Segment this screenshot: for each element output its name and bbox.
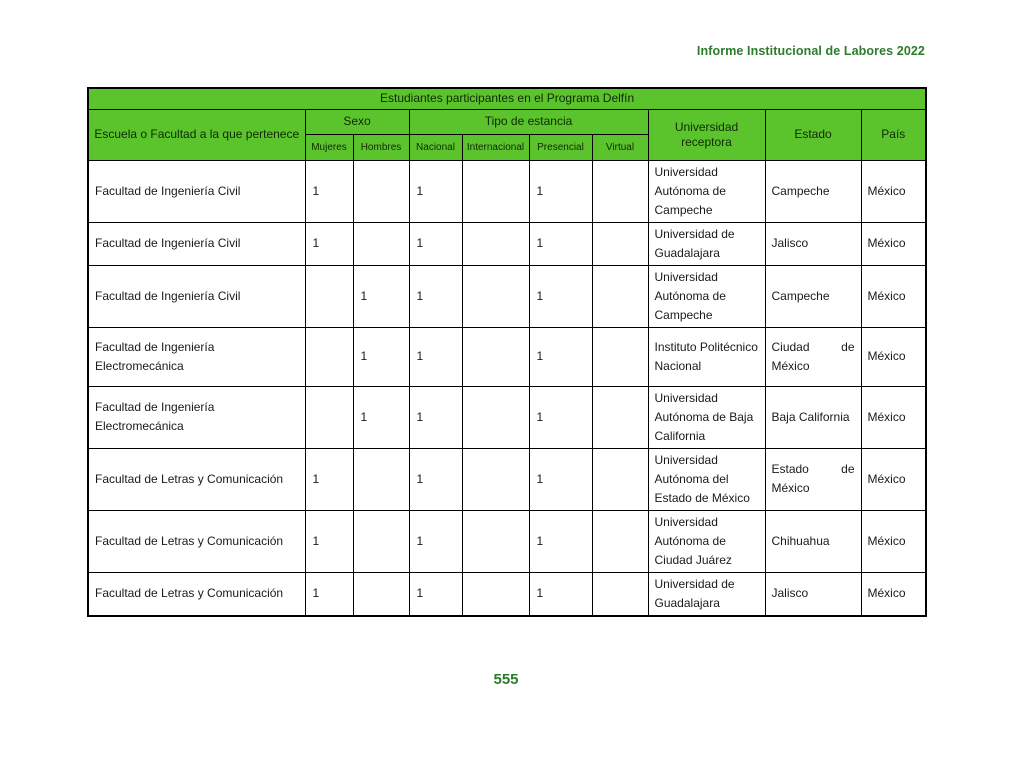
cell-pais: México <box>861 222 926 265</box>
cell-internacional <box>462 222 529 265</box>
cell-presencial: 1 <box>529 327 592 386</box>
cell-hombres <box>353 160 409 222</box>
table-title: Estudiantes participantes en el Programa Delfín <box>88 88 926 109</box>
cell-internacional <box>462 572 529 616</box>
cell-universidad: Universidad Autónoma de Campeche <box>648 160 765 222</box>
cell-mujeres: 1 <box>305 222 353 265</box>
cell-pais: México <box>861 572 926 616</box>
col-header-tipo-estancia: Tipo de estancia <box>409 109 648 134</box>
cell-nacional: 1 <box>409 327 462 386</box>
cell-nacional: 1 <box>409 386 462 448</box>
table-row <box>88 386 926 448</box>
cell-universidad: Universidad Autónoma de Campeche <box>648 265 765 327</box>
col-header-mujeres: Mujeres <box>305 134 353 160</box>
cell-universidad: Universidad Autónoma del Estado de México <box>648 448 765 510</box>
table-row <box>88 222 926 265</box>
cell-virtual <box>592 386 648 448</box>
cell-hombres <box>353 222 409 265</box>
document-page <box>0 44 1012 759</box>
cell-hombres <box>353 572 409 616</box>
cell-internacional <box>462 386 529 448</box>
cell-universidad: Universidad de Guadalajara <box>648 222 765 265</box>
col-header-estado: Estado <box>765 109 861 160</box>
cell-estado: Ciudad de México <box>765 327 861 386</box>
cell-estado: Campeche <box>765 160 861 222</box>
cell-mujeres <box>305 327 353 386</box>
cell-universidad: Universidad Autónoma de Baja California <box>648 386 765 448</box>
cell-mujeres: 1 <box>305 160 353 222</box>
table-group-header-row <box>88 109 926 134</box>
cell-nacional: 1 <box>409 448 462 510</box>
cell-pais: México <box>861 160 926 222</box>
table-row <box>88 572 926 616</box>
cell-pais: México <box>861 510 926 572</box>
col-header-escuela: Escuela o Facultad a la que pertenece <box>88 109 305 160</box>
cell-hombres <box>353 448 409 510</box>
cell-mujeres <box>305 386 353 448</box>
cell-virtual <box>592 510 648 572</box>
col-header-pais: País <box>861 109 926 160</box>
cell-pais: México <box>861 265 926 327</box>
cell-pais: México <box>861 386 926 448</box>
cell-mujeres <box>305 265 353 327</box>
cell-internacional <box>462 510 529 572</box>
cell-presencial: 1 <box>529 386 592 448</box>
cell-hombres: 1 <box>353 386 409 448</box>
col-header-presencial: Presencial <box>529 134 592 160</box>
cell-estado: Campeche <box>765 265 861 327</box>
cell-escuela: Facultad de Ingeniería Civil <box>88 160 305 222</box>
cell-nacional: 1 <box>409 160 462 222</box>
cell-nacional: 1 <box>409 265 462 327</box>
cell-hombres: 1 <box>353 265 409 327</box>
col-header-nacional: Nacional <box>409 134 462 160</box>
cell-presencial: 1 <box>529 222 592 265</box>
cell-hombres <box>353 510 409 572</box>
cell-presencial: 1 <box>529 160 592 222</box>
cell-nacional: 1 <box>409 510 462 572</box>
cell-internacional <box>462 327 529 386</box>
report-title: Informe Institucional de Labores 2022 <box>696 44 925 58</box>
cell-internacional <box>462 265 529 327</box>
cell-pais: México <box>861 448 926 510</box>
cell-pais: México <box>861 327 926 386</box>
col-header-virtual: Virtual <box>592 134 648 160</box>
cell-escuela: Facultad de Ingeniería Civil <box>88 222 305 265</box>
cell-mujeres: 1 <box>305 448 353 510</box>
col-header-hombres: Hombres <box>353 134 409 160</box>
table-row <box>88 510 926 572</box>
cell-universidad: Universidad Autónoma de Ciudad Juárez <box>648 510 765 572</box>
table-row <box>88 265 926 327</box>
cell-virtual <box>592 327 648 386</box>
cell-escuela: Facultad de Letras y Comunicación <box>88 510 305 572</box>
table-row <box>88 160 926 222</box>
col-header-sexo: Sexo <box>305 109 409 134</box>
cell-virtual <box>592 160 648 222</box>
cell-hombres: 1 <box>353 327 409 386</box>
cell-escuela: Facultad de Letras y Comunicación <box>88 448 305 510</box>
cell-presencial: 1 <box>529 448 592 510</box>
delfin-program-table <box>87 87 927 617</box>
cell-universidad: Universidad de Guadalajara <box>648 572 765 616</box>
cell-estado: Jalisco <box>765 572 861 616</box>
cell-internacional <box>462 448 529 510</box>
cell-internacional <box>462 160 529 222</box>
cell-mujeres: 1 <box>305 510 353 572</box>
cell-presencial: 1 <box>529 265 592 327</box>
cell-presencial: 1 <box>529 572 592 616</box>
cell-universidad: Instituto Politécnico Nacional <box>648 327 765 386</box>
cell-virtual <box>592 222 648 265</box>
cell-escuela: Facultad de Ingeniería Electromecánica <box>88 386 305 448</box>
cell-escuela: Facultad de Ingeniería Electromecánica <box>88 327 305 386</box>
cell-estado: Baja California <box>765 386 861 448</box>
cell-virtual <box>592 572 648 616</box>
cell-nacional: 1 <box>409 222 462 265</box>
cell-nacional: 1 <box>409 572 462 616</box>
cell-virtual <box>592 265 648 327</box>
cell-escuela: Facultad de Ingeniería Civil <box>88 265 305 327</box>
table-title-row <box>88 88 926 109</box>
col-header-universidad: Universidad receptora <box>648 109 765 160</box>
col-header-internacional: Internacional <box>462 134 529 160</box>
page-number: 555 <box>493 670 519 688</box>
cell-presencial: 1 <box>529 510 592 572</box>
cell-estado: Estado de México <box>765 448 861 510</box>
table-row <box>88 448 926 510</box>
cell-escuela: Facultad de Letras y Comunicación <box>88 572 305 616</box>
table-row <box>88 327 926 386</box>
cell-virtual <box>592 448 648 510</box>
cell-estado: Jalisco <box>765 222 861 265</box>
cell-mujeres: 1 <box>305 572 353 616</box>
cell-estado: Chihuahua <box>765 510 861 572</box>
